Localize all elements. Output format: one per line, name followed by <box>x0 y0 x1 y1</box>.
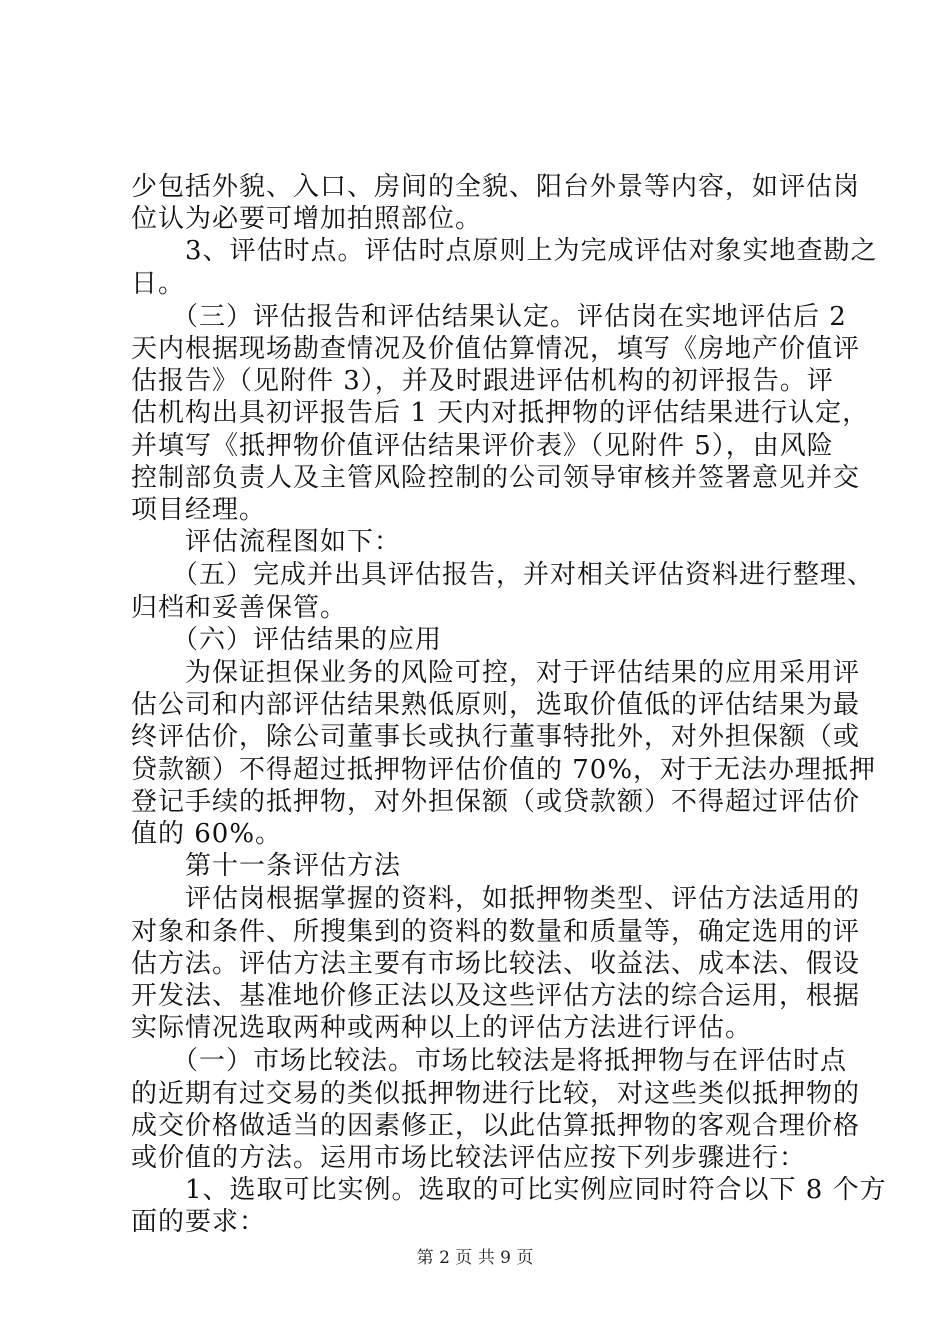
article-heading: 第十一条评估方法 <box>131 851 402 881</box>
body-text-line: 为保证担保业务的风险可控，对于评估结果的应用采用评 <box>131 658 861 688</box>
body-text-line: 对象和条件、所搜集到的资料的数量和质量等，确定选用的评 <box>131 917 861 947</box>
body-text-line: 成交价格做适当的因素修正，以此估算抵押物的客观合理价格 <box>131 1111 861 1141</box>
body-text-line: 估公司和内部评估结果熟低原则，选取价值低的评估结果为最 <box>131 690 861 720</box>
body-text-line: 或价值的方法。运用市场比较法评估应按下列步骤进行： <box>131 1143 807 1173</box>
body-text-line: 登记手续的抵押物，对外担保额（或贷款额）不得超过评估价 <box>131 787 861 817</box>
body-text-line: 天内根据现场勘查情况及价值估算情况，填写《房地产价值评 <box>131 334 861 364</box>
body-text-line: 项目经理。 <box>131 495 267 525</box>
body-text-line: 1、选取可比实例。选取的可比实例应同时符合以下 8 个方 <box>131 1175 887 1205</box>
body-text-line: 控制部负责人及主管风险控制的公司领导审核并签署意见并交 <box>131 463 861 493</box>
section-heading: （六）评估结果的应用 <box>131 625 443 655</box>
body-text-line: 归档和妥善保管。 <box>131 593 348 623</box>
body-text-line: 贷款额）不得超过抵押物评估价值的 70%，对于无法办理抵押 <box>131 755 877 785</box>
body-text-line: 估方法。评估方法主要有市场比较法、收益法、成本法、假设 <box>131 949 861 979</box>
body-text-line: 少包括外貌、入口、房间的全貌、阳台外景等内容，如评估岗 <box>131 172 861 202</box>
body-text-line: 面的要求： <box>131 1207 267 1237</box>
body-text-line: （三）评估报告和评估结果认定。评估岗在实地评估后 2 <box>131 302 847 332</box>
body-text-line: 日。 <box>131 269 186 299</box>
body-text-line: 实际情况选取两种或两种以上的评估方法进行评估。 <box>131 1013 753 1043</box>
body-text-line: 的近期有过交易的类似抵押物进行比较，对这些类似抵押物的 <box>131 1079 861 1109</box>
body-text-line: 终评估价，除公司董事长或执行董事特批外，对外担保额（或 <box>131 722 861 752</box>
body-text-line: 并填写《抵押物价值评估结果评价表》（见附件 5），由风险 <box>131 431 834 461</box>
body-text-line: 3、评估时点。评估时点原则上为完成评估对象实地查勘之 <box>131 236 878 266</box>
body-text-line: （五）完成并出具评估报告，并对相关评估资料进行整理、 <box>131 560 875 590</box>
page-footer: 第 2 页 共 9 页 <box>416 1248 534 1268</box>
body-text-line: 位认为必要可增加拍照部位。 <box>131 204 483 234</box>
body-text-line: 估机构出具初评报告后 1 天内对抵押物的评估结果进行认定， <box>131 398 870 428</box>
body-text-line: 评估流程图如下： <box>131 527 402 557</box>
body-text-line: 估报告》（见附件 3），并及时跟进评估机构的初评报告。评 <box>131 366 834 396</box>
body-text-line: 值的 60%。 <box>131 819 283 849</box>
body-text-line: 开发法、基准地价修正法以及这些评估方法的综合运用，根据 <box>131 981 861 1011</box>
body-text-line: （一）市场比较法。市场比较法是将抵押物与在评估时点 <box>131 1046 848 1076</box>
body-text-line: 评估岗根据掌握的资料，如抵押物类型、评估方法适用的 <box>131 884 861 914</box>
